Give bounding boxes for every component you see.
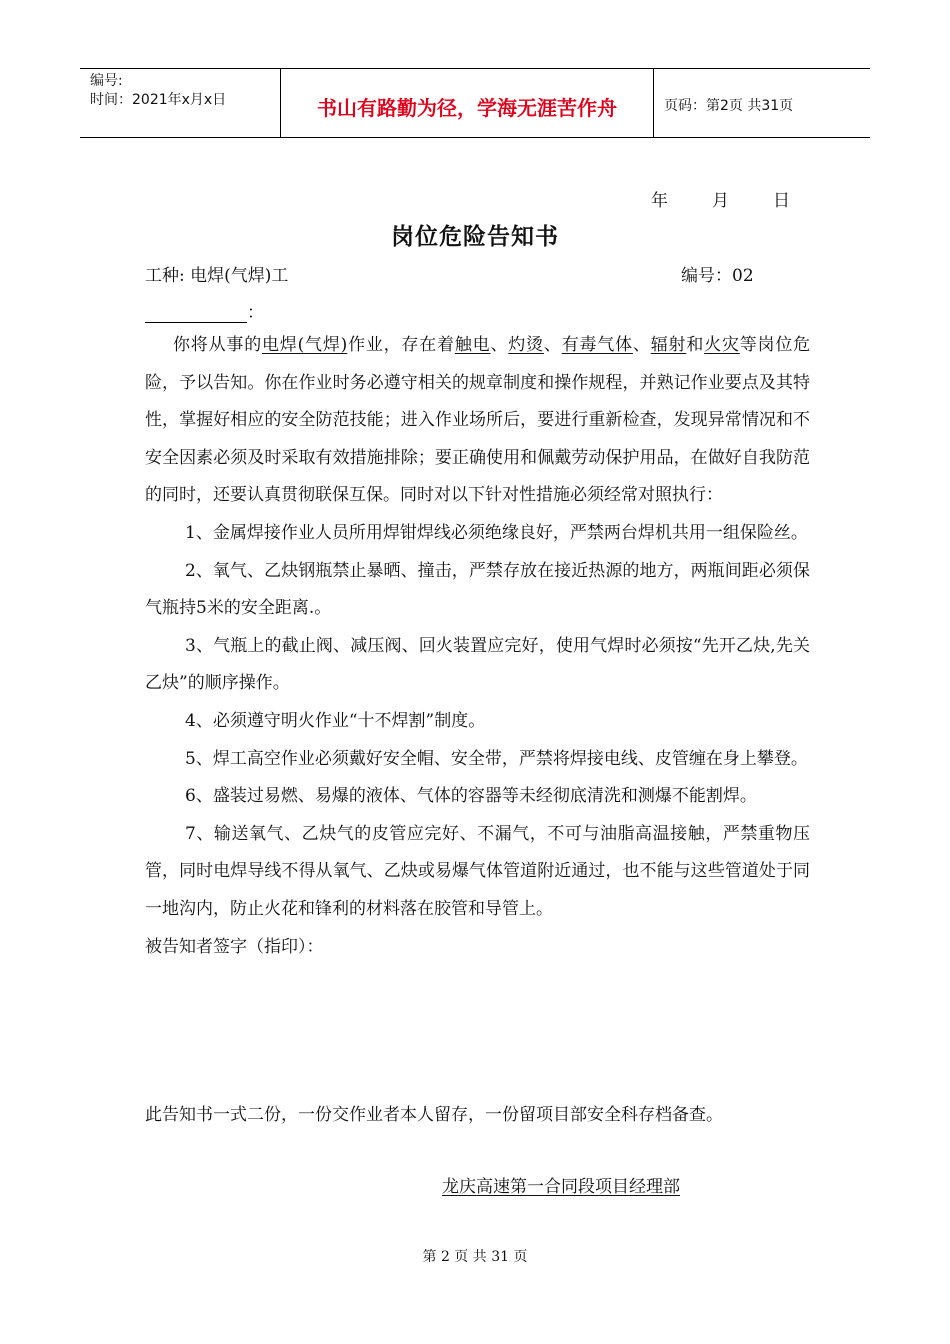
organization-name: 龙庆高速第一合同段项目经理部 <box>442 1177 680 1197</box>
job-name: 电焊(气焊) <box>262 335 348 355</box>
page-title: 岗位危险告知书 <box>391 223 559 250</box>
hazard-item: 有毒气体 <box>561 335 633 355</box>
date-year: 年 <box>651 191 668 211</box>
measure-item: 1、金属焊接作业人员所用焊钳焊线必须绝缘良好，严禁两台焊机共用一组保险丝。 <box>185 522 808 543</box>
date-day: 日 <box>773 191 790 211</box>
hazard-item: 触电 <box>454 335 491 355</box>
separator: 、 <box>632 335 651 355</box>
intro-paragraph <box>145 327 810 515</box>
measure-item: 4、必须遵守明火作业“十不焊割”制度。 <box>185 710 486 731</box>
page-footer: 第 2 页 共 31 页 <box>422 1249 528 1265</box>
hazard-item: 灼烫 <box>508 335 544 355</box>
date-line <box>651 186 834 211</box>
job-type: 工种: 电焊(气焊)工 <box>145 266 289 286</box>
intro-text: 你将从事的 <box>173 335 262 355</box>
header-table <box>80 68 870 138</box>
hazard-item: 火灾 <box>704 335 740 355</box>
hazard-item: 辐射 <box>650 335 687 355</box>
signature-label: 被告知者签字（指印）： <box>145 936 324 957</box>
addressee-colon: ： <box>247 303 264 323</box>
measure-item: 3、气瓶上的截止阀、减压阀、回火装置应完好，使用气焊时必须按“先开乙炔,先关乙炔”的顺序操作。 <box>145 635 810 694</box>
measure-item: 2、氧气、乙炔钢瓶禁止暴晒、撞击，严禁存放在接近热源的地方，两瓶间距必须保气瓶持5米的安全距离.。 <box>145 560 810 619</box>
time-label: 时间：2021年x月x日 <box>90 92 227 108</box>
header-motto: 书山有路勤为径，学海无涯苦作舟 <box>281 69 654 137</box>
measure-item: 5、焊工高空作业必须戴好安全帽、安全带，严禁将焊接电线、皮管缠在身上攀登。 <box>185 748 808 769</box>
measure-item: 6、盛装过易燃、易爆的液体、气体的容器等未经彻底清洗和测爆不能割焊。 <box>185 786 757 807</box>
date-month: 月 <box>712 191 729 211</box>
measure-item: 7、输送氧气、乙炔气的皮管应完好、不漏气，不可与油脂高温接触，严禁重物压管，同时电焊导线不得从氧气、乙炔或易爆气体管道附近通过，也不能与这些管道处于同一地沟内，防止火花和锋利的材料落在胶管和导管上。 <box>145 823 810 919</box>
addressee-line <box>145 298 264 323</box>
intro-text: 等岗位危险，予以告知。你在作业时务必遵守相关的规章制度和操作规程，并熟记作业要点及其特性，掌握好相应的安全防范技能；进入作业场所后，要进行重新检查，发现异常情况和不安全因素必须及时采取有效措施排除；要正确使用和佩戴劳动保护用品，在做好自我防范的同时，还要认真贯彻联保互保。同时对以下针对性措施必须经常对照执行： <box>145 335 811 506</box>
separator: 、 <box>543 335 562 355</box>
doc-no-label: 编号: <box>90 73 123 89</box>
intro-text: 和 <box>686 335 705 355</box>
doc-number: 编号：02 <box>681 266 754 286</box>
header-page-info: 页码：第2页 共31页 <box>664 98 794 114</box>
notice-body <box>145 327 810 966</box>
addressee-blank <box>145 306 247 323</box>
separator: 、 <box>490 335 509 355</box>
intro-text: 作业，存在着 <box>347 335 455 355</box>
header-meta-cell <box>80 69 281 137</box>
copies-note: 此告知书一式二份，一份交作业者本人留存，一份留项目部安全科存档备查。 <box>145 1105 723 1125</box>
